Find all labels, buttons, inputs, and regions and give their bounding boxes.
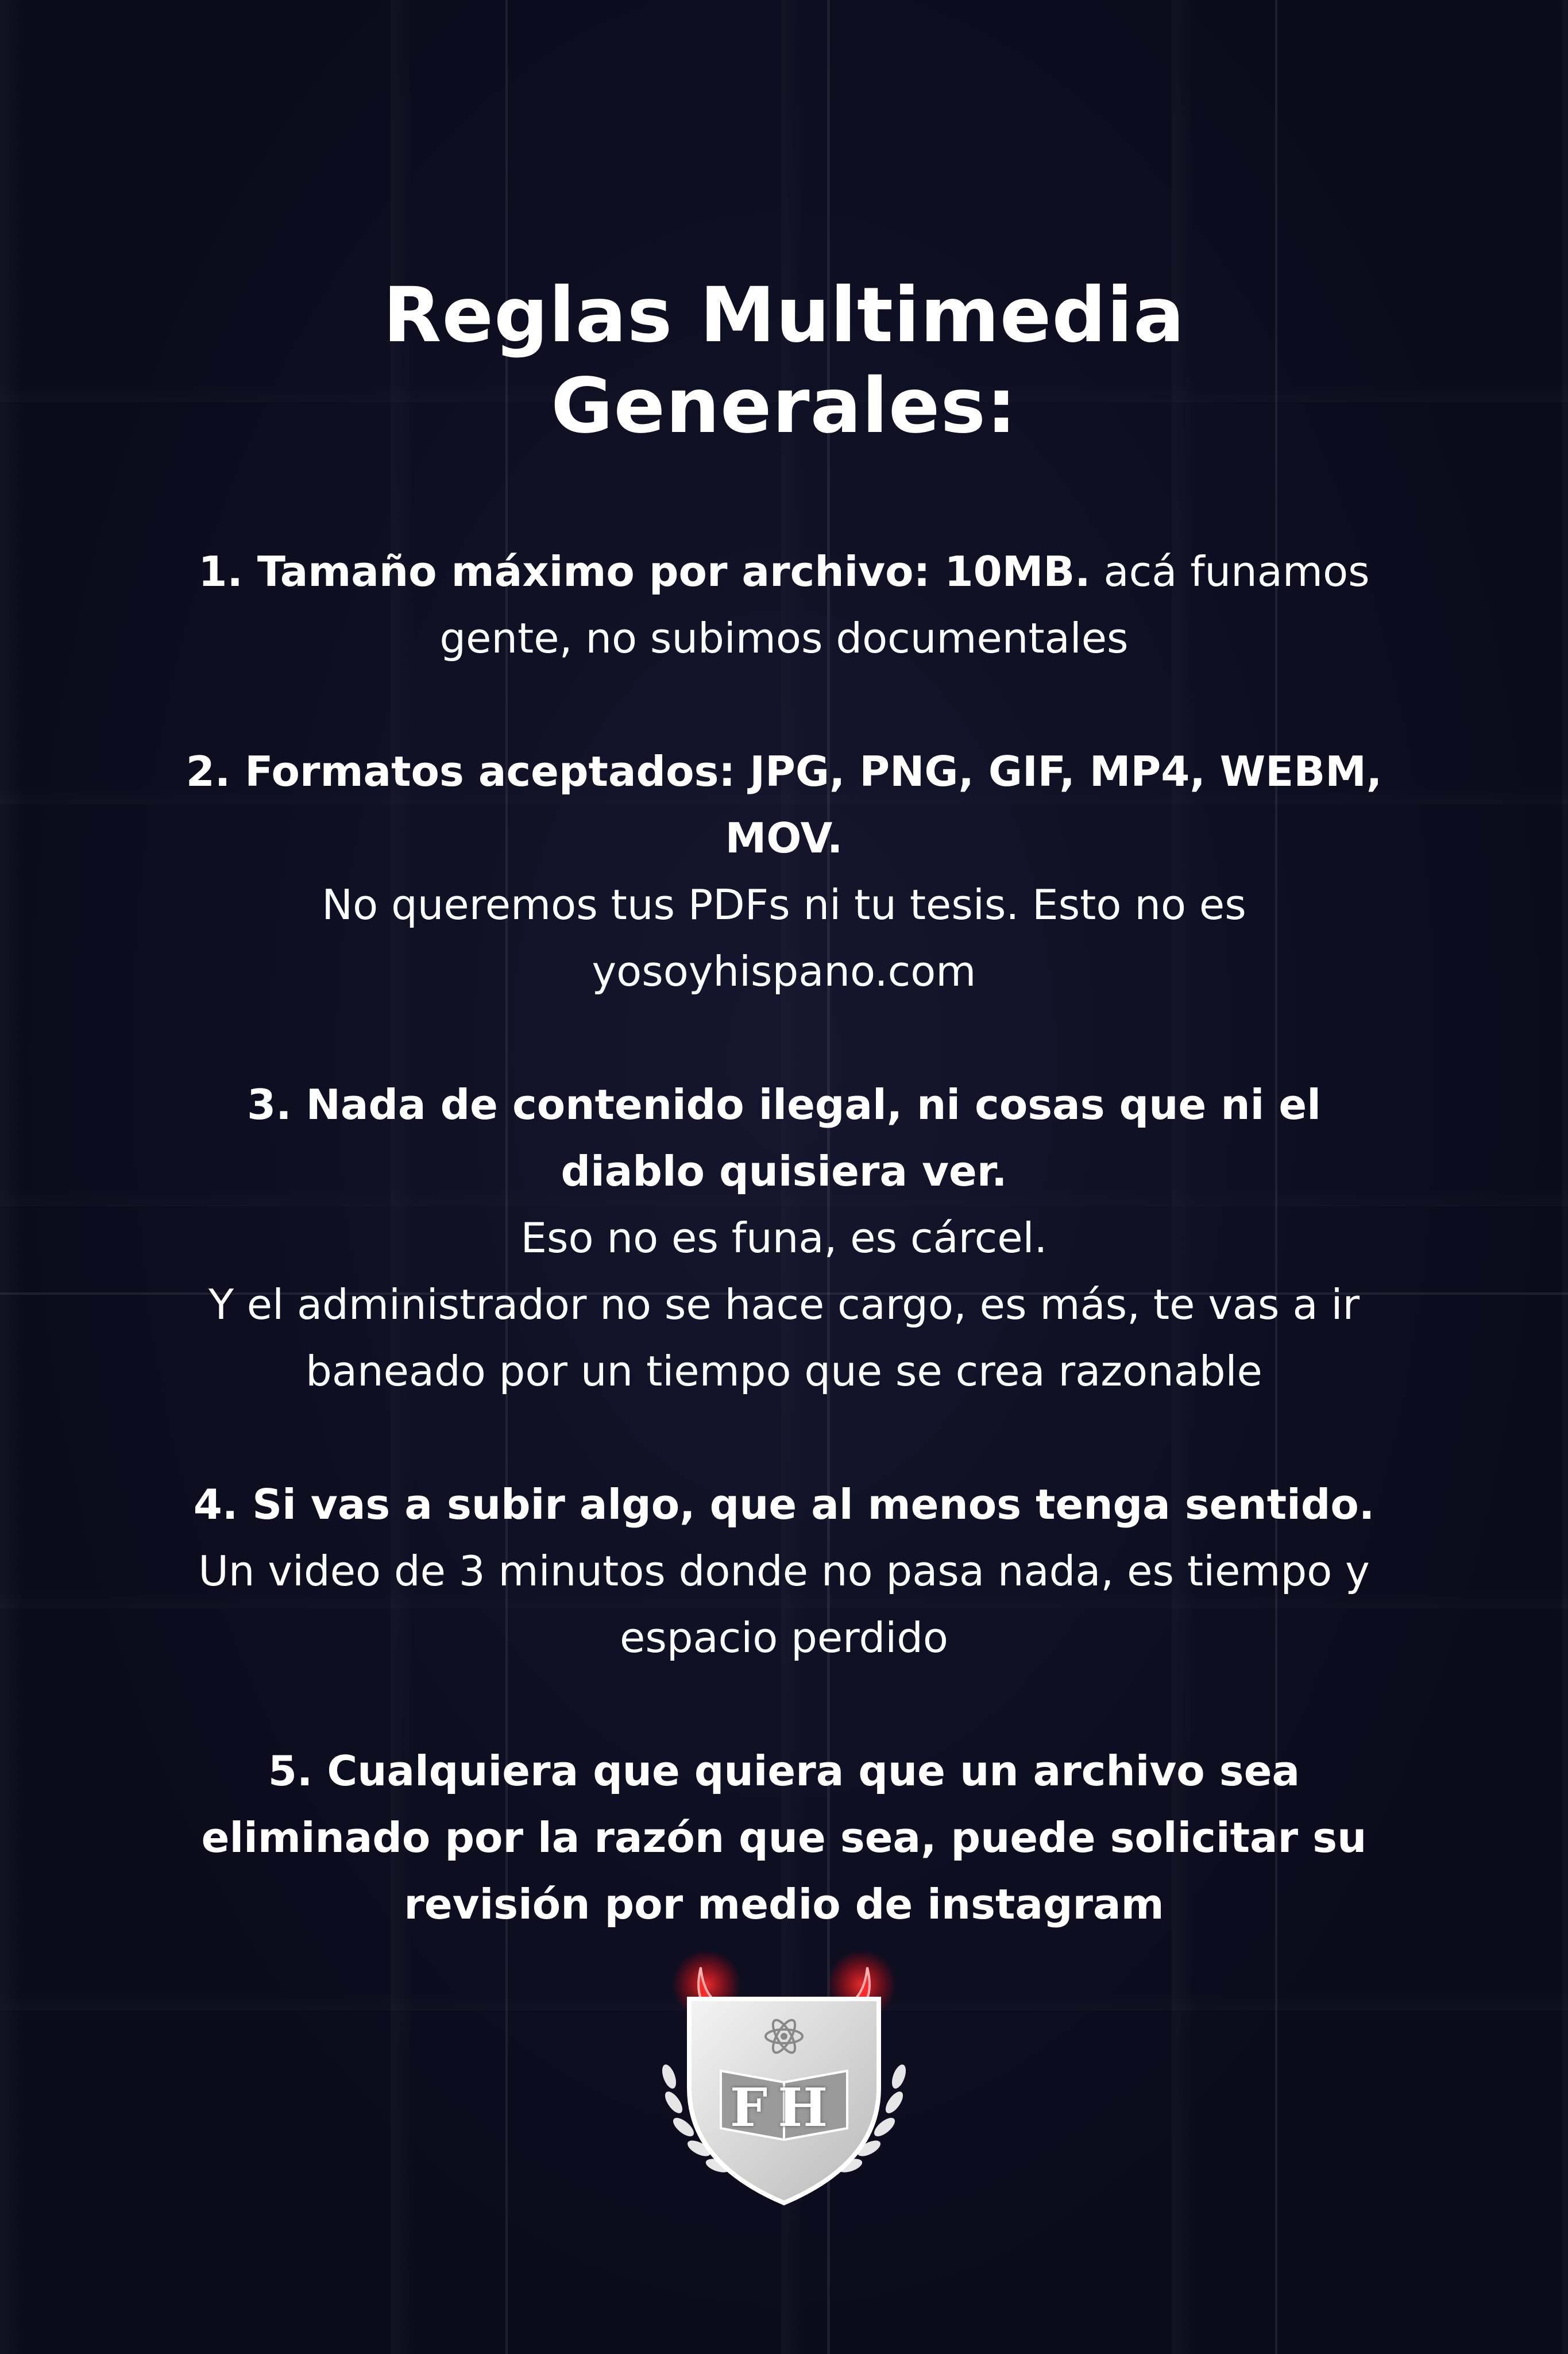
rule-1	[172, 538, 1396, 672]
rule-1-heading: 1. Tamaño máximo por archivo: 10MB.	[198, 547, 1091, 596]
rule-2	[172, 738, 1396, 1005]
devil-shield-logo-icon	[646, 1944, 922, 2214]
logo-letters: FH	[729, 2077, 839, 2139]
rule-5	[172, 1738, 1396, 1938]
rule-3-heading: 3. Nada de contenido ilegal, ni cosas que ni el diablo quisiera ver.	[247, 1080, 1321, 1195]
rule-2-heading: 2. Formatos aceptados: JPG, PNG, GIF, MP4, WEBM, MOV.	[186, 747, 1382, 862]
rule-5-heading: 5. Cualquiera que quiera que un archivo sea eliminado por la razón que sea, puede solicitar su revisión por medio de instagram	[201, 1746, 1367, 1928]
rule-4-heading: 4. Si vas a subir algo, que al menos tenga sentido.	[193, 1480, 1375, 1529]
rule-3	[172, 1071, 1396, 1404]
rule-4-text: Un video de 3 minutos donde no pasa nada, es tiempo y espacio perdido	[198, 1546, 1370, 1662]
rule-2-text: No queremos tus PDFs ni tu tesis. Esto no es yosoyhispano.com	[322, 880, 1246, 995]
rule-1-text: acá funamos gente, no subimos documentales	[439, 547, 1370, 662]
rule-3-line-1: Eso no es funa, es cárcel.	[520, 1213, 1048, 1262]
rule-4	[172, 1471, 1396, 1671]
rule-3-line-2: Y el administrador no se hace cargo, es más, te vas a ir baneado por un tiempo que se crea razonable	[208, 1280, 1360, 1395]
rules-content	[172, 270, 1396, 2004]
page-title: Reglas Multimedia Generales:	[383, 271, 1185, 451]
